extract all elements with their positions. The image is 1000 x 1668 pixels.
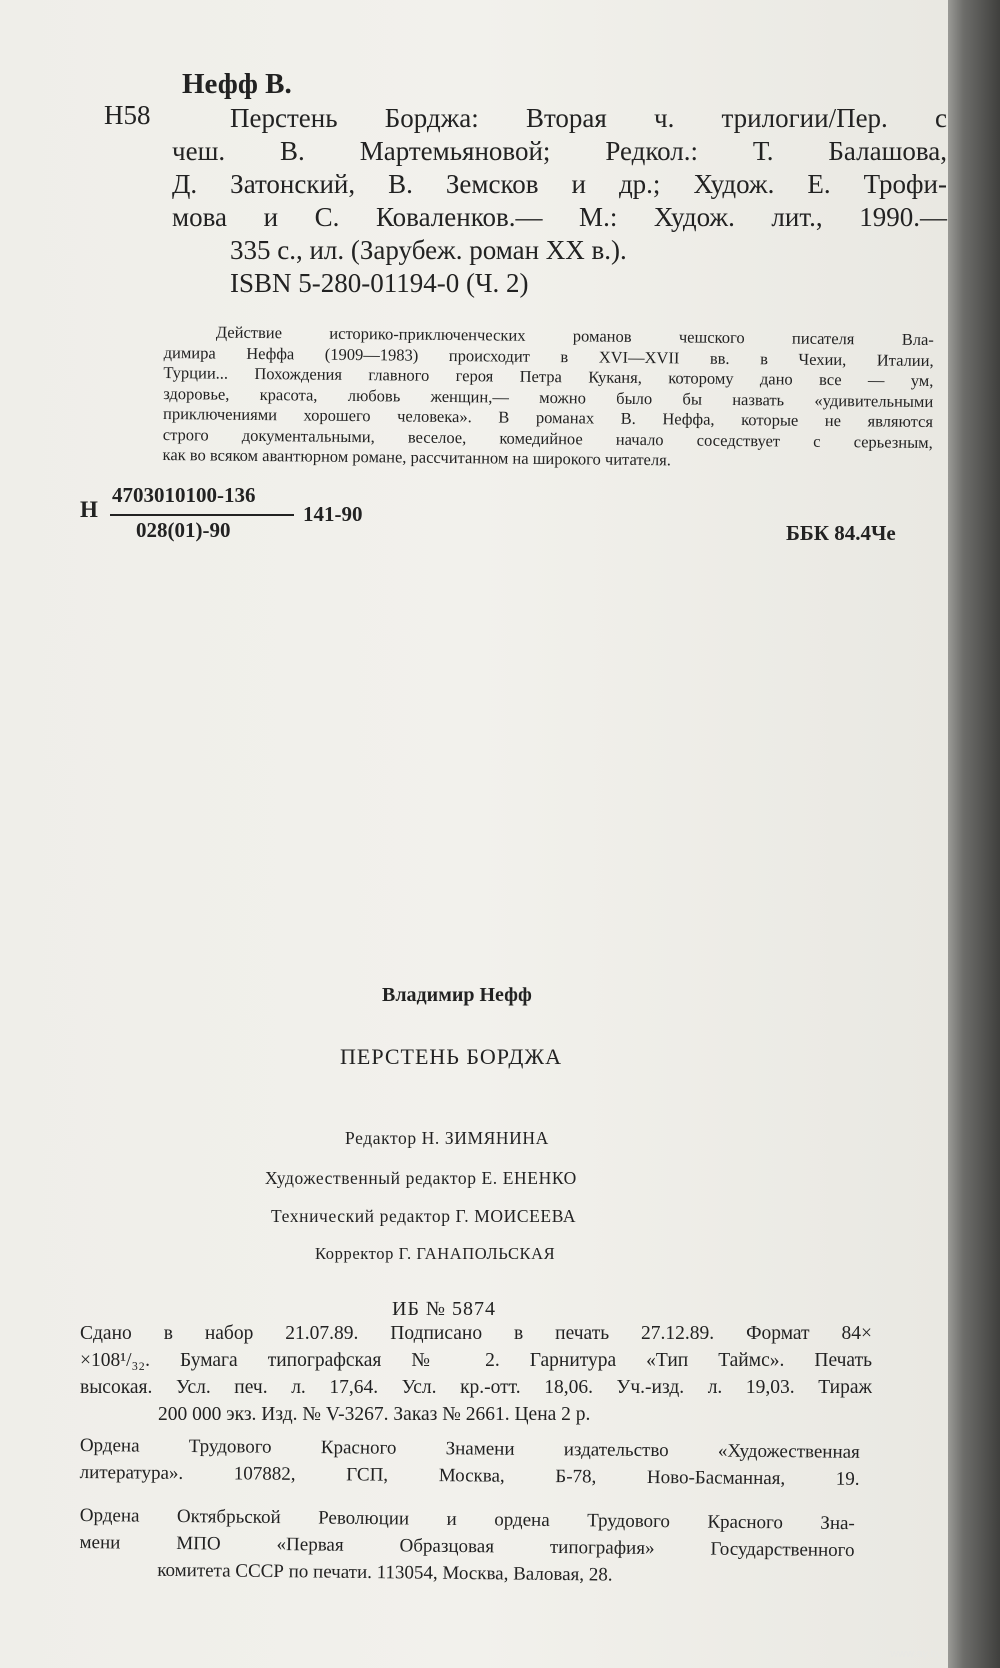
fraction-rule (110, 514, 294, 516)
annotation-line: Действие историко-приключенческих романов чешского писателя Вла- (215, 322, 934, 350)
entry-line: Д. Затонский, В. Земсков и др.; Худож. Е. Трофи- (172, 169, 947, 199)
credit-editor: Редактор Н. ЗИМЯНИНА (345, 1128, 549, 1148)
printer-line: Ордена Октябрьской Революции и ордена Трудового Красного Зна- (79, 1504, 855, 1535)
credit-proofreader: Корректор Г. ГАНАПОЛЬСКАЯ (315, 1244, 556, 1263)
annotation-line: приключениями хорошего человека». В романах В. Неффа, которые не являются (162, 403, 934, 432)
publisher-line: Ордена Трудового Красного Знамени издательство «Художественная (79, 1434, 860, 1463)
annotation-line: димира Неффа (1909—1983) происходит в XVI—XVII вв. в Чехии, Италии, (163, 342, 934, 370)
classification-denominator: 028(01)-90 (136, 518, 231, 542)
imprint-author: Владимир Нефф (382, 984, 532, 1006)
publisher-line: литература». 107882, ГСП, Москва, Б-78, Ново-Басманная, 19. (79, 1461, 860, 1490)
annotation-line: как во всяком авантюрном романе, рассчитанном на широкого читателя. (162, 444, 671, 470)
bbk-code: ББК 84.4Че (786, 521, 896, 545)
credit-tech-editor: Технический редактор Г. МОИСЕЕВА (271, 1206, 577, 1226)
classification-numerator: 4703010100-136 (112, 483, 256, 507)
technical-line: высокая. Усл. печ. л. 17,64. Усл. кр.-отт. 18,06. Уч.-изд. л. 19,03. Тираж (80, 1377, 872, 1398)
credit-art-editor: Художественный редактор Е. ЕНЕНКО (265, 1168, 577, 1188)
entry-line: 335 с., ил. (Зарубеж. роман XX в.). (230, 235, 627, 265)
printer-info (79, 1502, 855, 1591)
technical-line: Сдано в набор 21.07.89. Подписано в печать 27.12.89. Формат 84× (80, 1323, 872, 1344)
page-gutter-shadow (948, 0, 1000, 1668)
publisher-info (80, 1432, 860, 1493)
entry-line: мова и С. Коваленков.— М.: Худож. лит., 1990.— (172, 202, 947, 232)
printer-line: комитета СССР по печати. 113054, Москва, Валовая, 28. (157, 1559, 613, 1586)
entry-line: чеш. В. Мартемьяновой; Редкол.: Т. Балашова, (172, 136, 947, 166)
classification-suffix: 141-90 (303, 502, 363, 526)
technical-line: 200 000 экз. Изд. № V-3267. Заказ № 2661. Цена 2 р. (158, 1404, 591, 1425)
call-number: Н58 (104, 100, 151, 130)
entry-line: Перстень Борджа: Вторая ч. трилогии/Пер. с (230, 103, 947, 133)
annotation-line: здоровье, красота, любовь женщин,— можно было бы назвать «удивительными (163, 383, 934, 411)
annotation-line: строго документальными, веселое, комедийное начало соседствует с серьезным, (162, 424, 933, 452)
annotation-line: Турции... Похождения главного героя Петра Куканя, которому дано все — ум, (163, 362, 934, 391)
classification-letter: Н (80, 497, 98, 522)
technical-line: ×108¹/₃₂. Бумага типографская № 2. Гарнитура «Тип Таймс». Печать (80, 1350, 872, 1371)
imprint-title: ПЕРСТЕНЬ БОРДЖА (340, 1044, 562, 1069)
ib-number: ИБ № 5874 (392, 1298, 497, 1320)
watermark: www.ay.by (890, 1648, 942, 1660)
catalog-author-heading: Нефф В. (182, 68, 292, 100)
annotation (162, 322, 933, 474)
printer-line: мени МПО «Первая Образцовая типография» Государственного (79, 1531, 855, 1562)
bibliographic-entry (172, 102, 947, 300)
technical-data (80, 1320, 872, 1428)
isbn-line: ISBN 5-280-01194-0 (Ч. 2) (230, 268, 529, 298)
